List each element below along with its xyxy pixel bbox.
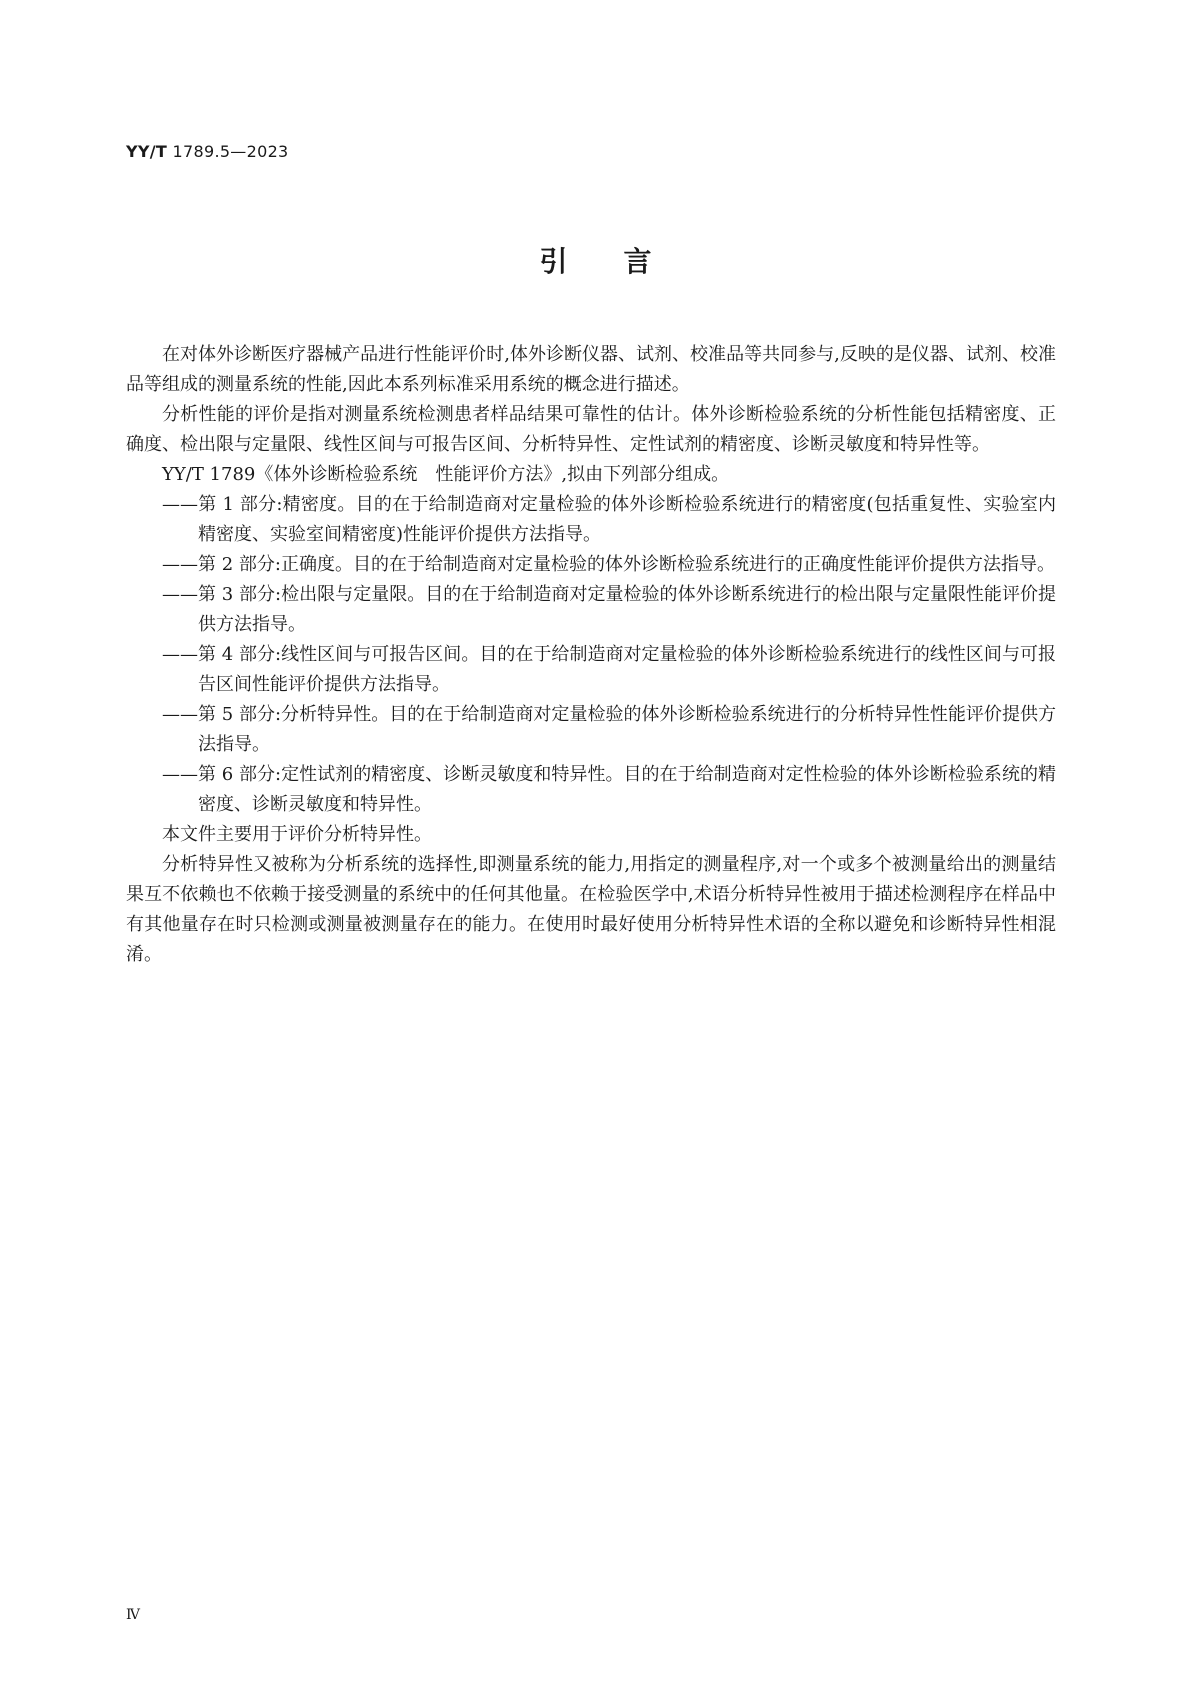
- paragraph-intro-3: YY/T 1789《体外诊断检验系统 性能评价方法》,拟由下列部分组成。: [162, 464, 730, 485]
- list-item-part-4: ——第 4 部分:线性区间与可报告区间。目的在于给制造商对定量检验的体外诊断检验系统进行的线性区间与可报告区间性能评价提供方法指导。: [162, 644, 1056, 695]
- paragraph-intro-1: 在对体外诊断医疗器械产品进行性能评价时,体外诊断仪器、试剂、校准品等共同参与,反映的是仪器、试剂、校准品等组成的测量系统的性能,因此本系列标准采用系统的概念进行描述。: [126, 344, 1056, 395]
- paragraph-intro-2: 分析性能的评价是指对测量系统检测患者样品结果可靠性的估计。体外诊断检验系统的分析性能包括精密度、正确度、检出限与定量限、线性区间与可报告区间、分析特异性、定性试剂的精密度、诊断灵敏度和特异性等。: [126, 404, 1056, 455]
- standard-code: [126, 142, 289, 161]
- standard-code-number: 1789.5—2023: [167, 142, 289, 161]
- page-title: 引言: [539, 245, 708, 278]
- list-item-part-6: ——第 6 部分:定性试剂的精密度、诊断灵敏度和特异性。目的在于给制造商对定性检验的体外诊断检验系统的精密度、诊断灵敏度和特异性。: [162, 764, 1056, 815]
- list-item-part-1: ——第 1 部分:精密度。目的在于给制造商对定量检验的体外诊断检验系统进行的精密度(包括重复性、实验室内精密度、实验室间精密度)性能评价提供方法指导。: [162, 494, 1056, 545]
- introduction-body: [126, 340, 1056, 970]
- list-item-part-2: ——第 2 部分:正确度。目的在于给制造商对定量检验的体外诊断检验系统进行的正确度性能评价提供方法指导。: [162, 554, 1055, 575]
- standard-code-prefix: YY/T: [126, 142, 168, 161]
- list-item-part-5: ——第 5 部分:分析特异性。目的在于给制造商对定量检验的体外诊断检验系统进行的分析特异性性能评价提供方法指导。: [162, 704, 1056, 755]
- page-number: Ⅳ: [126, 1607, 140, 1623]
- paragraph-definition: 分析特异性又被称为分析系统的选择性,即测量系统的能力,用指定的测量程序,对一个或多个被测量给出的测量结果互不依赖也不依赖于接受测量的系统中的任何其他量。在检验医学中,术语分析特异性被用于描述检测程序在样品中有其他量存在时只检测或测量被测量存在的能力。在使用时最好使用分析特异性术语的全称以避免和诊断特异性相混淆。: [126, 854, 1056, 965]
- paragraph-scope: 本文件主要用于评价分析特异性。: [162, 824, 432, 845]
- list-item-part-3: ——第 3 部分:检出限与定量限。目的在于给制造商对定量检验的体外诊断系统进行的检出限与定量限性能评价提供方法指导。: [162, 584, 1056, 635]
